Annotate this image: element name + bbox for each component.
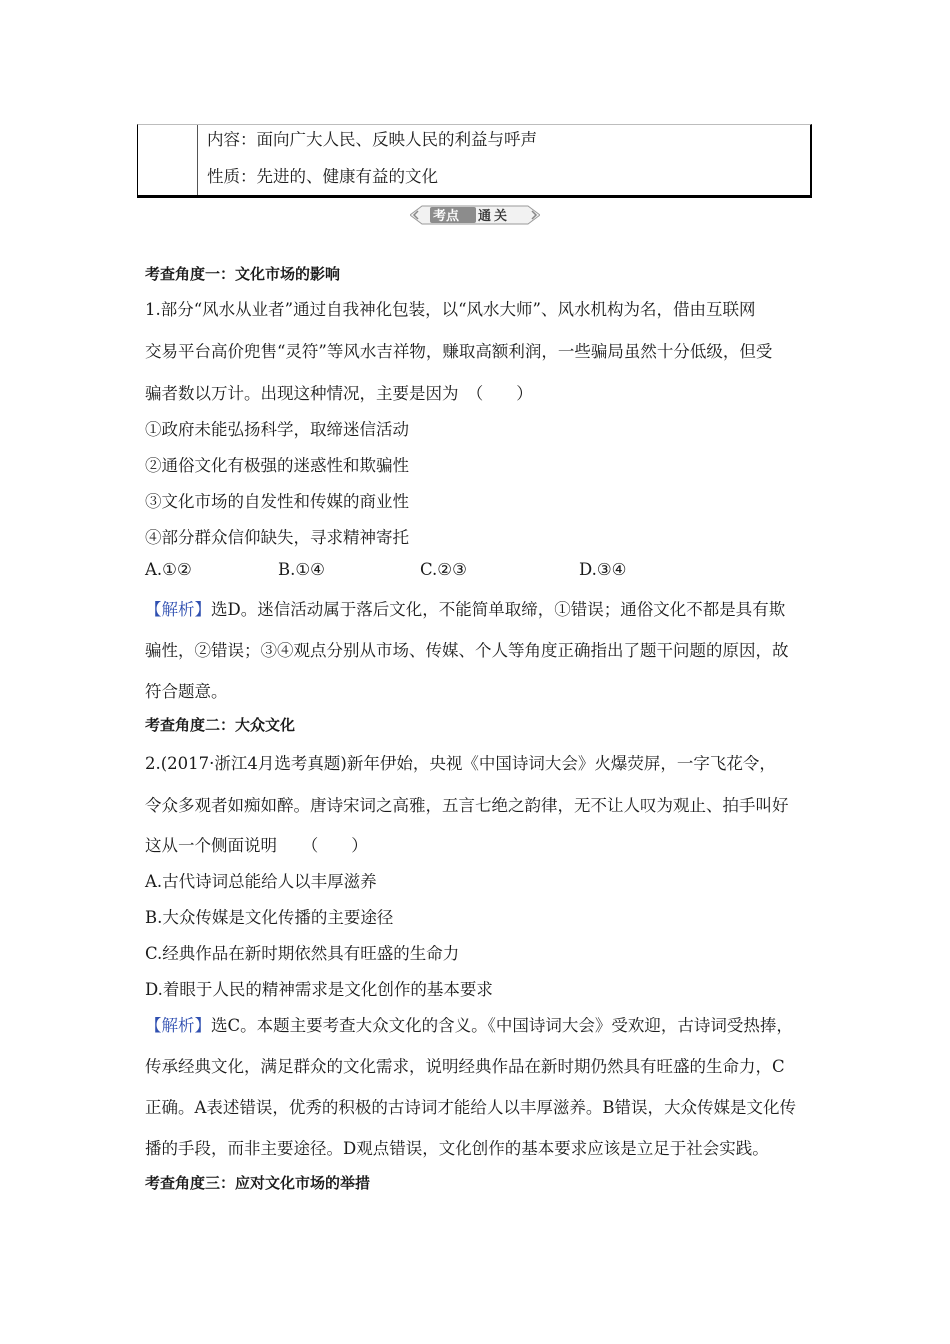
question1-analysis-line: 符合题意。 bbox=[145, 682, 228, 701]
question2-analysis-line bbox=[145, 1012, 793, 1036]
question2-line: 这从一个侧面说明 （ ） bbox=[145, 836, 368, 855]
question1-line: 骗者数以万计。出现这种情况，主要是因为 （ ） bbox=[145, 384, 533, 403]
question1-line: 1.部分“风水从业者”通过自我神化包装，以“风水大师”、风水机构为名，借由互联网 bbox=[145, 300, 756, 319]
question1-item: ②通俗文化有极强的迷惑性和欺骗性 bbox=[145, 456, 409, 475]
question1-option-d: D.③④ bbox=[579, 560, 627, 579]
question1-option-b: B.①④ bbox=[278, 560, 325, 579]
question2-option-d: D.着眼于人民的精神需求是文化创作的基本要求 bbox=[145, 980, 493, 999]
table-row-nature: 性质：先进的、健康有益的文化 bbox=[207, 167, 438, 186]
analysis-text: 选D。迷信活动属于落后文化，不能简单取缔，①错误；通俗文化不都是具有欺 bbox=[211, 600, 786, 619]
question2-line: 令众多观者如痴如醉。唐诗宋词之高雅，五言七绝之韵律，无不让人叹为观止、拍手叫好 bbox=[145, 796, 789, 815]
section2-heading: 考查角度二：大众文化 bbox=[145, 716, 296, 734]
question1-option-a: A.①② bbox=[145, 560, 192, 579]
banner-label-kaodian: 考点 bbox=[433, 209, 460, 224]
analysis-text: 选C。本题主要考查大众文化的含义。《中国诗词大会》受欢迎，古诗词受热捧， bbox=[211, 1016, 793, 1035]
question2-option-a: A.古代诗词总能给人以丰厚滋养 bbox=[145, 872, 377, 891]
question2-option-c: C.经典作品在新时期依然具有旺盛的生命力 bbox=[145, 944, 460, 963]
section1-heading: 考查角度一：文化市场的影响 bbox=[145, 265, 341, 283]
banner-label-tongguan: 通关 bbox=[478, 209, 511, 224]
question1-item: ①政府未能弘扬科学，取缔迷信活动 bbox=[145, 420, 409, 439]
question2-analysis-line: 正确。A表述错误，优秀的积极的古诗词才能给人以丰厚滋养。B错误，大众传媒是文化传 bbox=[145, 1098, 797, 1117]
question1-analysis-line: 骗性，②错误；③④观点分别从市场、传媒、个人等角度正确指出了题干问题的原因，故 bbox=[145, 641, 789, 660]
analysis-tag: 【解析】 bbox=[145, 600, 211, 619]
section-banner bbox=[410, 202, 540, 228]
analysis-tag: 【解析】 bbox=[145, 1016, 211, 1035]
question2-analysis-line: 传承经典文化，满足群众的文化需求，说明经典作品在新时期仍然具有旺盛的生命力，C bbox=[145, 1057, 785, 1076]
section3-heading: 考查角度三：应对文化市场的举措 bbox=[145, 1174, 371, 1192]
question2-analysis-line: 播的手段，而非主要途径。D观点错误，文化创作的基本要求应该是立足于社会实践。 bbox=[145, 1139, 769, 1158]
question1-item: ③文化市场的自发性和传媒的商业性 bbox=[145, 492, 409, 511]
question1-item: ④部分群众信仰缺失，寻求精神寄托 bbox=[145, 528, 409, 547]
table-row-content: 内容：面向广大人民、反映人民的利益与呼声 bbox=[207, 130, 537, 149]
question1-line: 交易平台高价兜售“灵符”等风水吉祥物，赚取高额利润，一些骗局虽然十分低级，但受 bbox=[145, 342, 773, 361]
question2-line: 2.(2017·浙江4月选考真题)新年伊始，央视《中国诗词大会》火爆荧屏，一字飞花令， bbox=[145, 754, 776, 773]
question1-analysis-line bbox=[145, 596, 785, 620]
table-column-divider bbox=[197, 125, 198, 195]
question1-option-c: C.②③ bbox=[420, 560, 467, 579]
question2-option-b: B.大众传媒是文化传播的主要途径 bbox=[145, 908, 394, 927]
